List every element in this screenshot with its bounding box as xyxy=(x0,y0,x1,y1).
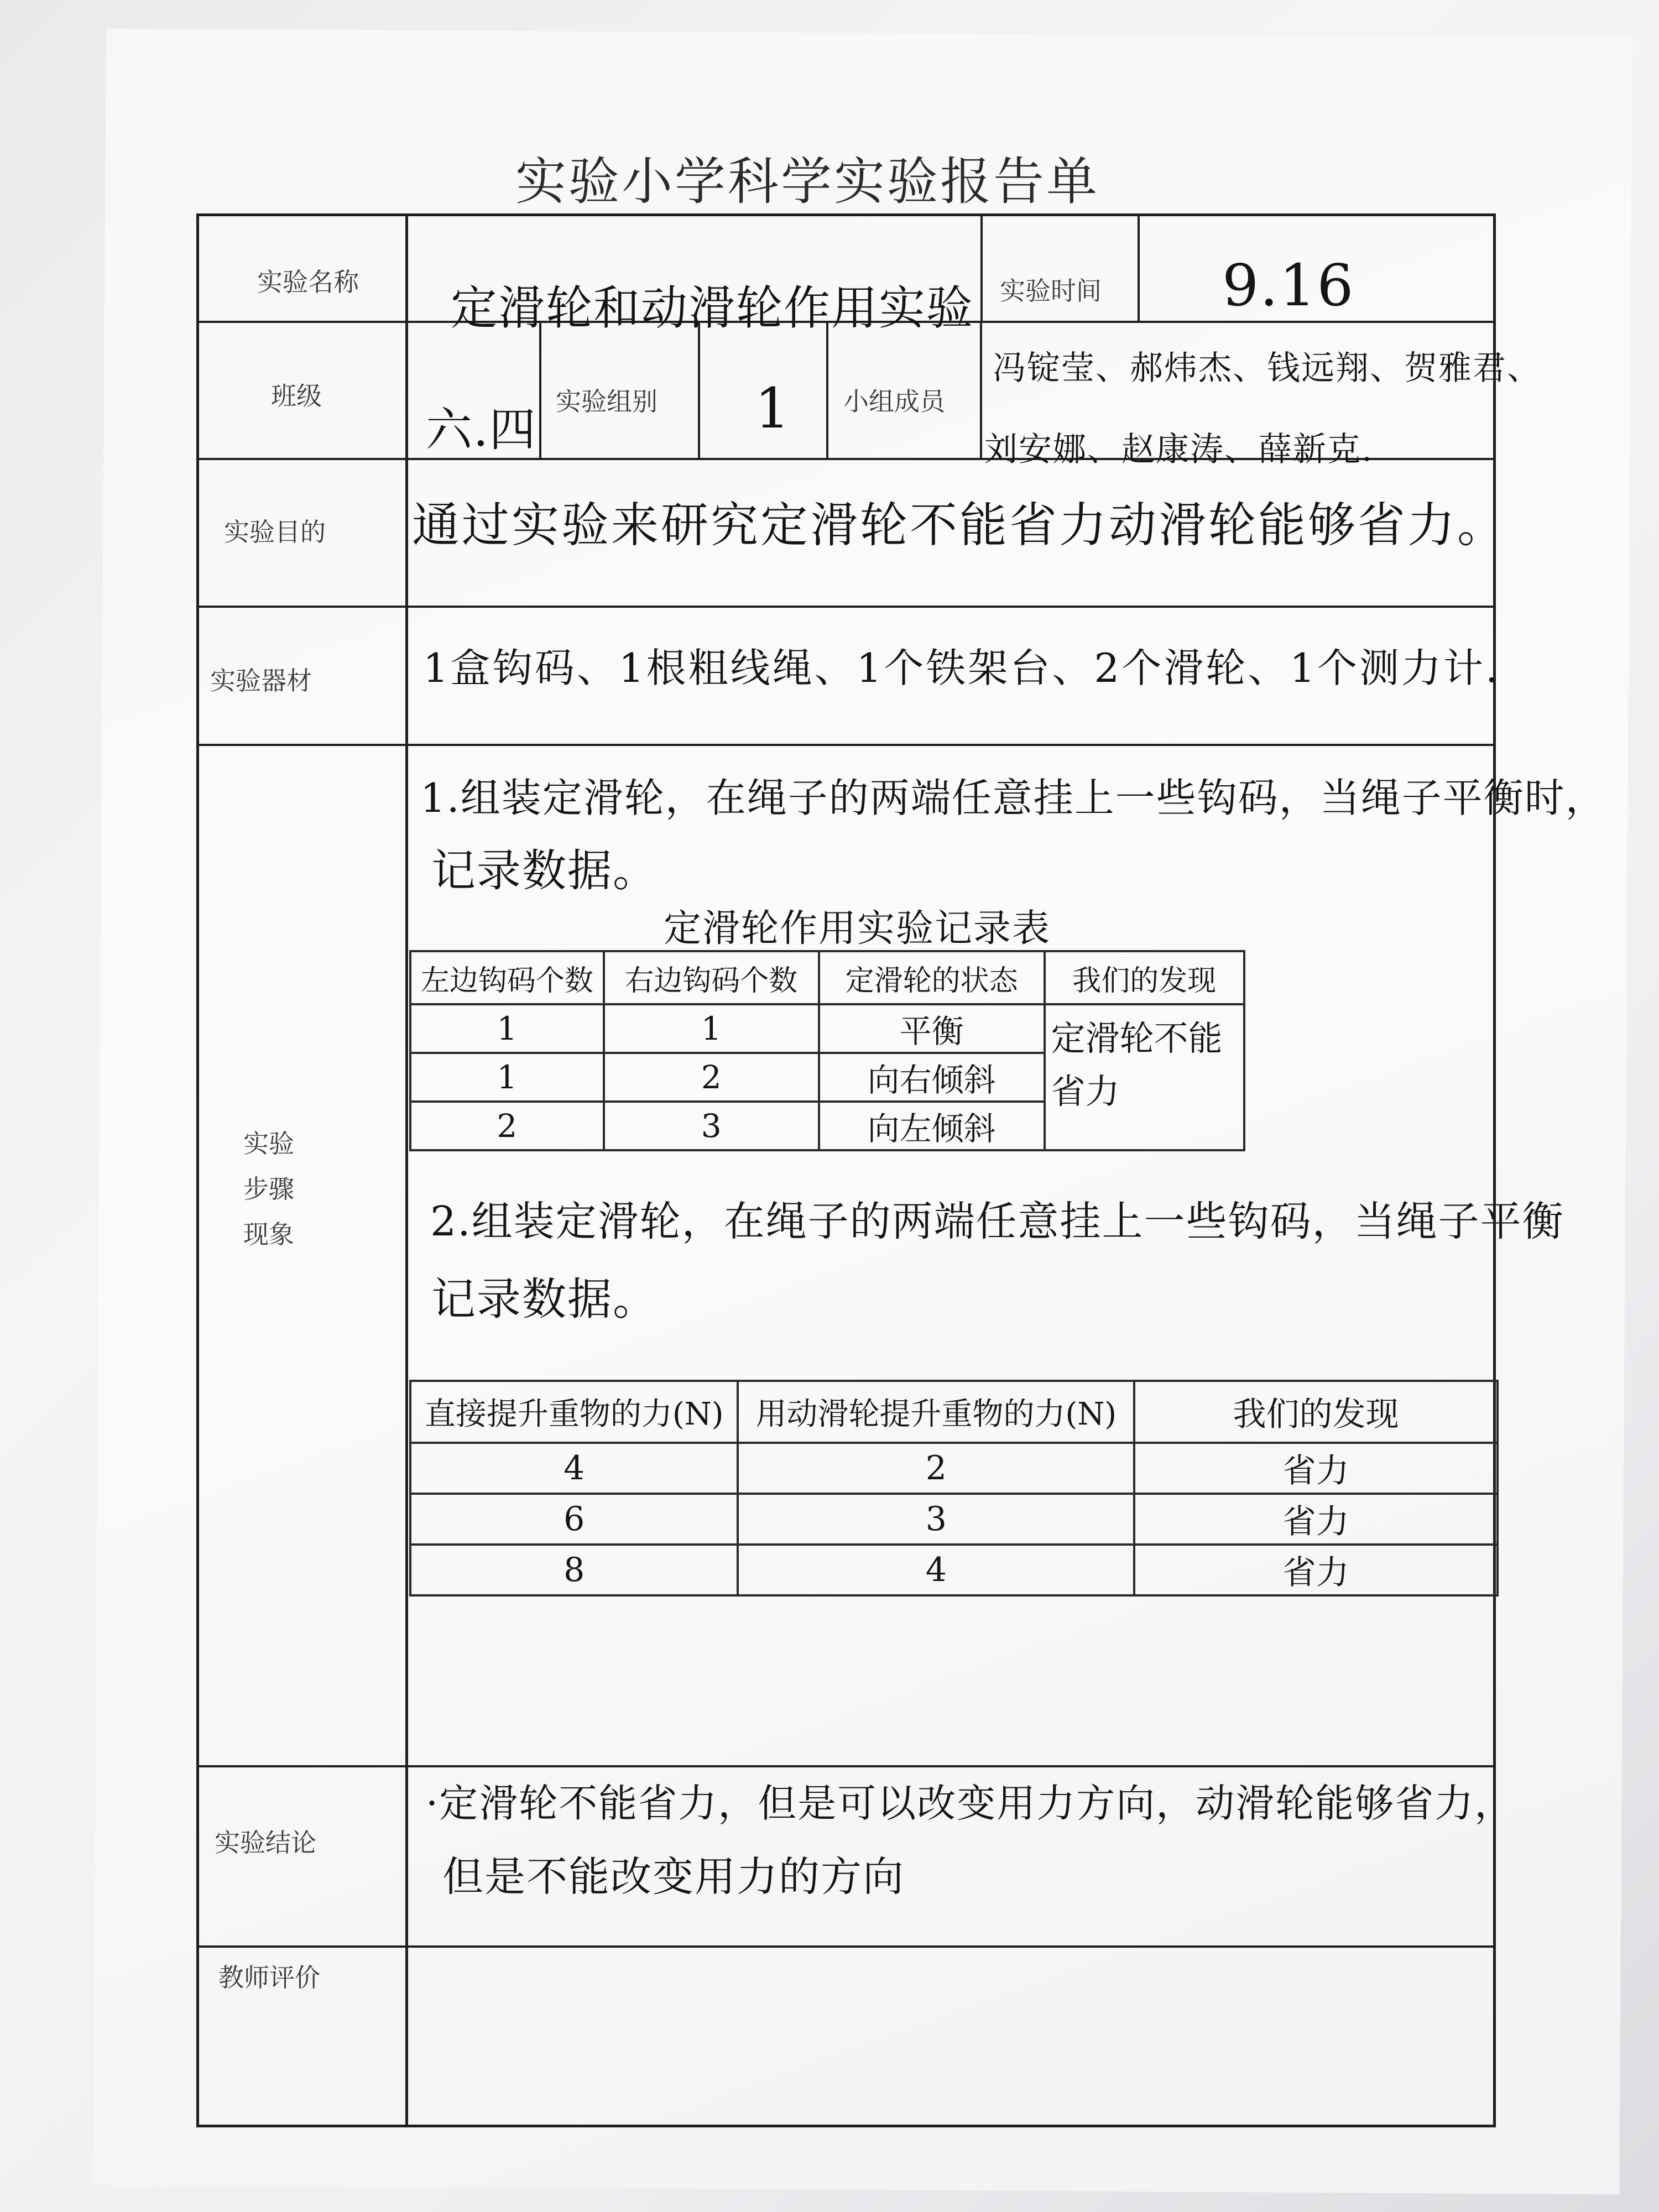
label-steps-line3: 现象 xyxy=(243,1219,294,1249)
table2-cell: 8 xyxy=(410,1545,738,1595)
cell-divider xyxy=(698,321,700,459)
cell-divider xyxy=(980,321,982,459)
conclusion-text-line2: 但是不能改变用力的方向 xyxy=(442,1853,905,1901)
table2-cell: 6 xyxy=(410,1494,738,1545)
table2-header-cell: 用动滑轮提升重物的力(N) xyxy=(738,1381,1134,1443)
table1-cell: 3 xyxy=(604,1102,819,1150)
row-line xyxy=(196,1945,1496,1948)
report-title: 实验小学科学实验报告单 xyxy=(515,152,1099,211)
table1-cell: 2 xyxy=(410,1102,604,1150)
table2-cell: 2 xyxy=(738,1443,1134,1494)
label-experiment-time: 实验时间 xyxy=(1000,276,1102,306)
cell-divider xyxy=(1138,213,1140,322)
label-members: 小组成员 xyxy=(843,387,945,416)
table2-header-cell: 我们的发现 xyxy=(1134,1381,1498,1443)
label-group: 实验组别 xyxy=(556,387,658,416)
table2-cell: 省力 xyxy=(1134,1494,1498,1545)
table2-cell: 省力 xyxy=(1134,1545,1498,1595)
purpose-value: 通过实验来研究定滑轮不能省力动滑轮能够省力。 xyxy=(412,498,1507,553)
table1-finding-text: 定滑轮不能省力 xyxy=(1051,1018,1223,1112)
label-steps-line2: 步骤 xyxy=(243,1174,294,1204)
conclusion-text-line1: ·定滑轮不能省力，但是可以改变用力方向，动滑轮能够省力， xyxy=(426,1781,1515,1826)
frame-top xyxy=(196,213,1495,216)
step2-text-line2: 记录数据。 xyxy=(431,1274,658,1325)
table2-cell: 3 xyxy=(738,1494,1134,1545)
label-conclusion: 实验结论 xyxy=(215,1828,316,1858)
label-column-divider xyxy=(405,213,408,2126)
row-line xyxy=(196,606,1496,608)
table2 xyxy=(409,1380,1499,1597)
label-experiment-name: 实验名称 xyxy=(257,267,359,297)
table1-header-cell: 我们的发现 xyxy=(1045,951,1244,1004)
table1 xyxy=(409,950,1245,1151)
cell-divider xyxy=(539,321,541,459)
label-teacher-evaluation: 教师评价 xyxy=(218,1963,320,1992)
table1-cell: 向右倾斜 xyxy=(819,1053,1045,1102)
table1-caption: 定滑轮作用实验记录表 xyxy=(664,907,1051,951)
label-class: 班级 xyxy=(271,381,322,411)
table1-header-cell: 左边钩码个数 xyxy=(410,951,604,1004)
table1-header-cell: 定滑轮的状态 xyxy=(819,951,1045,1004)
members-value-line2: 刘安娜、赵康涛、薛新克. xyxy=(984,430,1374,469)
step2-text-line1: 2.组装定滑轮，在绳子的两端任意挂上一些钩码，当绳子平衡 xyxy=(430,1198,1564,1245)
table1-cell: 平衡 xyxy=(819,1004,1045,1053)
frame-left xyxy=(196,213,199,2126)
table1-cell: 1 xyxy=(410,1004,604,1053)
frame-bottom xyxy=(196,2125,1496,2127)
row-line xyxy=(196,1765,1496,1767)
table1-header-cell: 右边钩码个数 xyxy=(604,951,819,1004)
label-materials: 实验器材 xyxy=(210,666,312,696)
label-purpose: 实验目的 xyxy=(224,517,326,547)
table2-header-cell: 直接提升重物的力(N) xyxy=(410,1381,738,1443)
materials-value: 1盒钩码、1根粗线绳、1个铁架台、2个滑轮、1个测力计. xyxy=(423,645,1500,691)
cell-divider xyxy=(826,321,828,459)
step1-text-line2: 记录数据。 xyxy=(431,845,658,896)
row-line xyxy=(196,744,1496,746)
table2-cell: 4 xyxy=(410,1443,738,1494)
group-value: 1 xyxy=(755,376,791,441)
table1-cell: 1 xyxy=(410,1053,604,1102)
class-value: 六.四 xyxy=(426,403,537,457)
table1-cell: 1 xyxy=(604,1004,819,1053)
table2-cell: 省力 xyxy=(1134,1443,1498,1494)
cell-divider xyxy=(980,213,983,322)
experiment-time-value: 9.16 xyxy=(1222,252,1355,319)
step1-text-line1: 1.组装定滑轮，在绳子的两端任意挂上一些钩码，当绳子平衡时， xyxy=(420,775,1606,821)
table1-finding-cell xyxy=(1045,1004,1244,1150)
table2-cell: 4 xyxy=(738,1545,1134,1595)
experiment-name-value: 定滑轮和动滑轮作用实验 xyxy=(451,281,974,335)
table1-cell: 2 xyxy=(604,1053,819,1102)
members-value-line1: 冯锭莹、郝炜杰、钱远翔、贺雅君、 xyxy=(993,349,1541,388)
table1-cell: 向左倾斜 xyxy=(819,1102,1045,1150)
label-steps-line1: 实验 xyxy=(243,1129,294,1159)
